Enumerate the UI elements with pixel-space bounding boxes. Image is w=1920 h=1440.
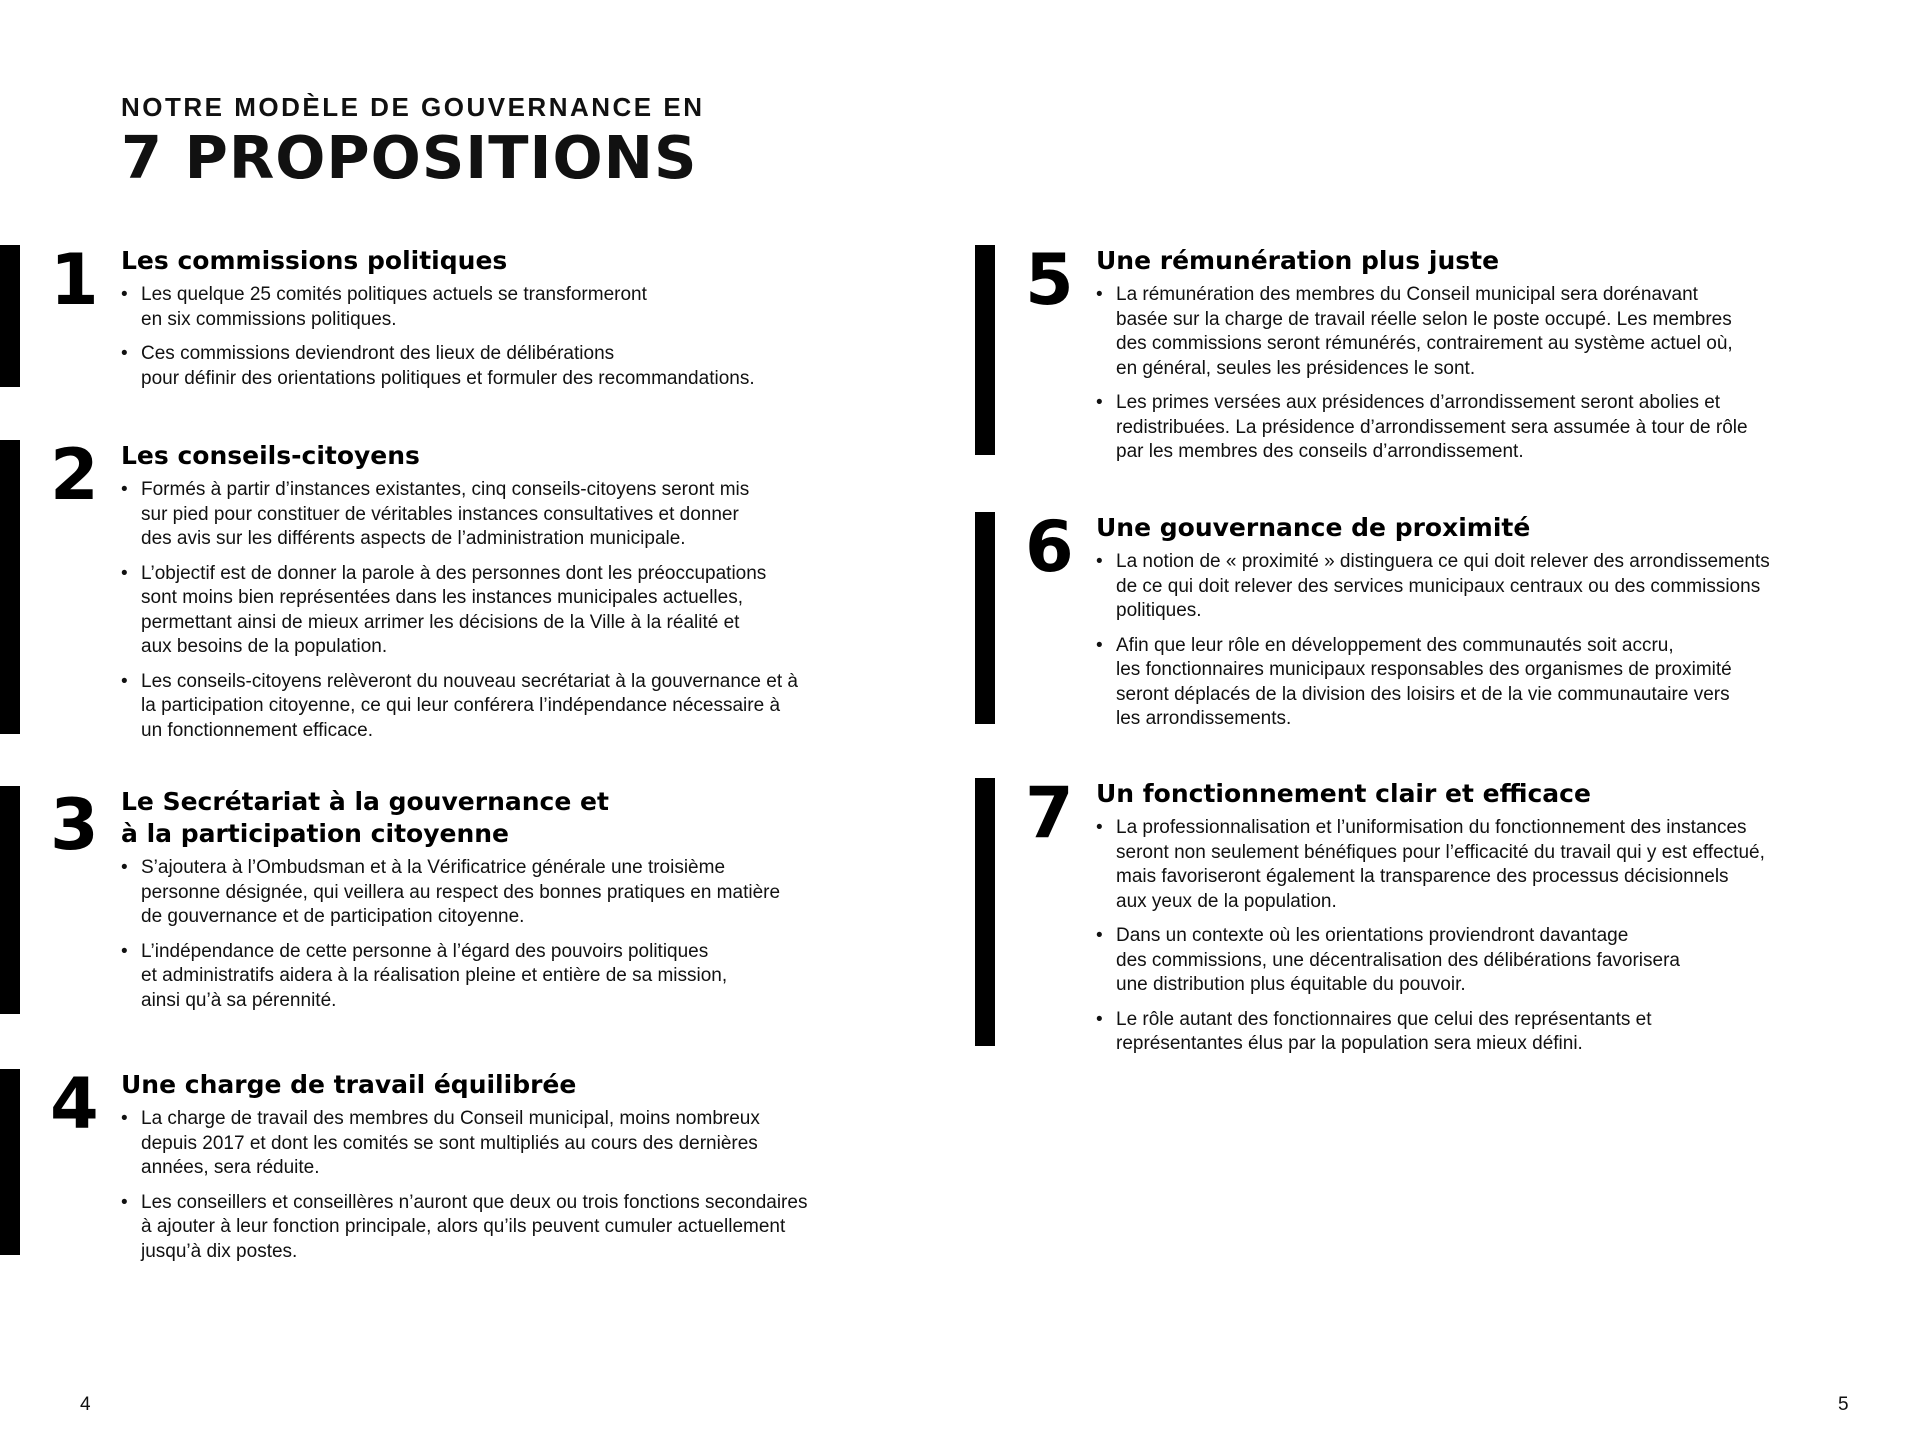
heading-title: 7 PROPOSITIONS bbox=[121, 123, 698, 192]
bullet-item: • Les conseillers et conseillères n’auront que deux ou trois fonctions secondaires à ajouter à leur fonction principale, alors qu’ils peuvent cumuler actuellement jusqu’à dix postes. bbox=[121, 1191, 921, 1265]
proposition-bar bbox=[0, 786, 20, 1014]
proposition-number: 2 bbox=[50, 434, 99, 516]
bullet-item: • Les primes versées aux présidences d’arrondissement seront abolies et redistribuées. La présidence d’arrondissement sera assumée à tour de rôle par les membres des conseils d’arrondissement. bbox=[1096, 391, 1896, 465]
proposition-number: 1 bbox=[50, 239, 99, 321]
proposition-title: Une gouvernance de proximité bbox=[1096, 513, 1531, 542]
proposition-bar bbox=[0, 1069, 20, 1255]
bullet-list bbox=[121, 856, 901, 1013]
bullet-item: • L’indépendance de cette personne à l’égard des pouvoirs politiques et administratifs aidera à la réalisation pleine et entière de sa mission, ainsi qu’à sa pérennité. bbox=[121, 940, 901, 1014]
bullet-item: • Le rôle autant des fonctionnaires que celui des représentants et représentantes élus par la population sera mieux défini. bbox=[1096, 1008, 1906, 1057]
bullet-list bbox=[121, 283, 901, 391]
page-heading bbox=[121, 92, 705, 192]
proposition-number: 3 bbox=[50, 784, 99, 866]
bullet-item: • La professionnalisation et l’uniformisation du fonctionnement des instances seront non seulement bénéfiques pour l’efficacité du travail qui y est effectué, mais favoriseront également la transparence des processus décisionnels aux yeux de la population. bbox=[1096, 816, 1906, 914]
bullet-item: • Les quelque 25 comités politiques actuels se transformeront en six commissions politiques. bbox=[121, 283, 901, 332]
page-number-right: 5 bbox=[1838, 1394, 1849, 1415]
bullet-item: • Ces commissions deviendront des lieux de délibérations pour définir des orientations politiques et formuler des recommandations. bbox=[121, 342, 901, 391]
bullet-list bbox=[1096, 550, 1896, 732]
proposition-title: Une charge de travail équilibrée bbox=[121, 1070, 577, 1099]
heading-supertitle: NOTRE MODÈLE DE GOUVERNANCE EN bbox=[121, 92, 705, 122]
bullet-item: • La charge de travail des membres du Conseil municipal, moins nombreux depuis 2017 et dont les comités se sont multipliés au cours des dernières années, sera réduite. bbox=[121, 1107, 921, 1181]
bullet-item: • Formés à partir d’instances existantes, cinq conseils-citoyens seront mis sur pied pour constituer de véritables instances consultatives et donner des avis sur les différents aspects de l’administration municipale. bbox=[121, 478, 901, 552]
proposition-bar bbox=[0, 440, 20, 734]
proposition-bar bbox=[0, 245, 20, 387]
proposition-bar bbox=[975, 778, 995, 1046]
bullet-item: • Les conseils-citoyens relèveront du nouveau secrétariat à la gouvernance et à la participation citoyenne, ce qui leur conférera l’indépendance nécessaire à un fonctionnement efficace. bbox=[121, 670, 901, 744]
proposition-title: Les conseils-citoyens bbox=[121, 441, 420, 470]
proposition-title: Le Secrétariat à la gouvernance et à la participation citoyenne bbox=[121, 787, 609, 848]
proposition-title: Un fonctionnement clair et efficace bbox=[1096, 779, 1591, 808]
proposition-title: Les commissions politiques bbox=[121, 246, 508, 275]
bullet-item: • S’ajoutera à l’Ombudsman et à la Vérificatrice générale une troisième personne désignée, qui veillera au respect des bonnes pratiques en matière de gouvernance et de participation citoyenne. bbox=[121, 856, 901, 930]
bullet-list bbox=[121, 478, 901, 743]
bullet-list bbox=[1096, 283, 1896, 465]
proposition-number: 5 bbox=[1025, 239, 1074, 321]
proposition-bar bbox=[975, 512, 995, 724]
proposition-number: 4 bbox=[50, 1063, 99, 1145]
bullet-item: • L’objectif est de donner la parole à des personnes dont les préoccupations sont moins bien représentées dans les instances municipales actuelles, permettant ainsi de mieux arrimer les décisions de la Ville à la réalité et aux besoins de la population. bbox=[121, 562, 901, 660]
proposition-title: Une rémunération plus juste bbox=[1096, 246, 1500, 275]
proposition-number: 6 bbox=[1025, 506, 1074, 588]
proposition-bar bbox=[975, 245, 995, 455]
bullet-item: • La notion de « proximité » distinguera ce qui doit relever des arrondissements de ce qui doit relever des services municipaux centraux ou des commissions politiques. bbox=[1096, 550, 1896, 624]
bullet-item: • Afin que leur rôle en développement des communautés soit accru, les fonctionnaires municipaux responsables des organismes de proximité seront déplacés de la division des loisirs et de la vie communautaire vers les arrondissements. bbox=[1096, 634, 1896, 732]
bullet-list bbox=[121, 1107, 921, 1264]
page-number-left: 4 bbox=[80, 1394, 91, 1415]
bullet-item: • La rémunération des membres du Conseil municipal sera dorénavant basée sur la charge de travail réelle selon le poste occupé. Les membres des commissions seront rémunérés, contrairement au système actuel où, en général, seules les présidences le sont. bbox=[1096, 283, 1896, 381]
bullet-list bbox=[1096, 816, 1906, 1057]
proposition-number: 7 bbox=[1025, 772, 1074, 854]
bullet-item: • Dans un contexte où les orientations proviendront davantage des commissions, une décentralisation des délibérations favorisera une distribution plus équitable du pouvoir. bbox=[1096, 924, 1906, 998]
